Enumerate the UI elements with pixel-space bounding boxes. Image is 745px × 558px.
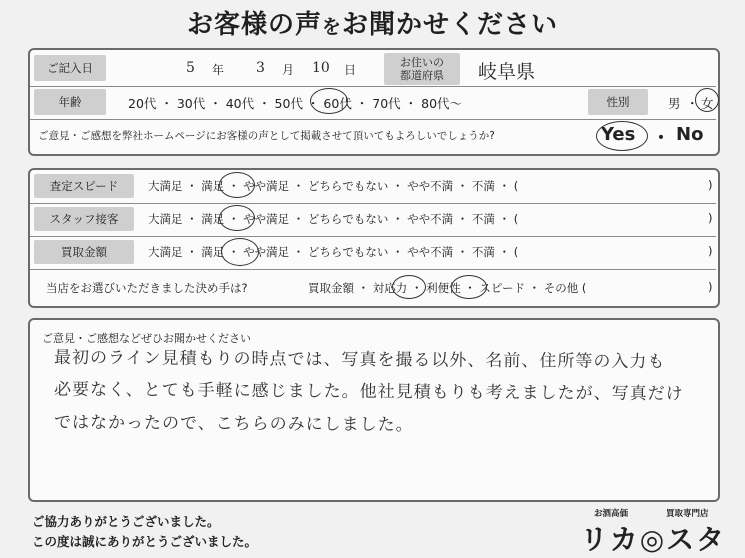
date-year-value[interactable]: 5 bbox=[186, 60, 195, 76]
date-day-value[interactable]: 10 bbox=[312, 60, 330, 76]
brand-logo: リカ◎スタ bbox=[580, 523, 727, 556]
prefecture-value[interactable]: 岐阜県 bbox=[478, 61, 536, 83]
publish-no[interactable]: No bbox=[676, 124, 704, 145]
date-month-value[interactable]: 3 bbox=[256, 60, 265, 76]
publish-dot: ・ bbox=[652, 128, 670, 149]
survey-options-price[interactable]: 大満足 ・ 満足 ・ やや満足 ・ どちらでもない ・ やや不満 ・ 不満 ・ ( bbox=[148, 245, 519, 259]
reason-question: 当店をお選びいただきました決め手は? bbox=[46, 281, 248, 295]
reason-close: ) bbox=[708, 280, 713, 294]
age-label: 年齢 bbox=[34, 89, 106, 115]
gender-label: 性別 bbox=[588, 89, 648, 115]
publish-yes[interactable]: Yes bbox=[601, 124, 636, 145]
brand-tagline-left: お酒高価 bbox=[594, 509, 629, 519]
survey-close-staff: ) bbox=[708, 211, 713, 225]
comment-line-2[interactable]: 必要なく、とても手軽に感じました。他社見積もりも考えましたが、写真だけ bbox=[53, 379, 684, 405]
comments-label: ご意見・ご感想などぜひお聞かせください bbox=[42, 332, 251, 345]
survey-options-staff[interactable]: 大満足 ・ 満足 ・ やや満足 ・ どちらでもない ・ やや不満 ・ 不満 ・ ( bbox=[148, 212, 519, 226]
date-year-unit: 年 bbox=[212, 63, 225, 77]
gender-female[interactable]: 女 bbox=[701, 96, 714, 111]
date-day-unit: 日 bbox=[344, 63, 357, 77]
publish-question: ご意見・ご感想を弊社ホームページにお客様の声として掲載させて頂いてもよろしいでしょうか? bbox=[38, 130, 495, 142]
thanks-line-2: この度は誠にありがとうございました。 bbox=[32, 534, 258, 549]
reason-options[interactable]: 買取金額 ・ 対応力 ・ 利便性 ・ スピード ・ その他 ( bbox=[308, 281, 587, 295]
prefecture-label bbox=[384, 53, 460, 85]
survey-label-staff: スタッフ接客 bbox=[34, 207, 134, 231]
info-divider-1 bbox=[30, 86, 716, 87]
comment-line-1[interactable]: 最初のライン見積もりの時点では、写真を撮る以外、名前、住所等の入力も bbox=[53, 347, 666, 373]
gender-selected-circle bbox=[695, 88, 719, 112]
reason-selected-service bbox=[392, 275, 426, 299]
survey-divider-1 bbox=[30, 203, 716, 204]
survey-options-speed[interactable]: 大満足 ・ 満足 ・ やや満足 ・ どちらでもない ・ やや不満 ・ 不満 ・ ( bbox=[148, 179, 519, 193]
survey-selected-speed bbox=[219, 172, 255, 198]
survey-divider-2 bbox=[30, 236, 716, 237]
info-divider-2 bbox=[30, 119, 716, 120]
age-selected-circle bbox=[310, 88, 348, 114]
comment-line-3[interactable]: ではなかったので、こちらのみにしました。 bbox=[53, 412, 414, 436]
date-label: ご記入日 bbox=[34, 55, 106, 81]
survey-close-price: ) bbox=[708, 244, 713, 258]
survey-selected-price bbox=[221, 238, 259, 266]
survey-selected-staff bbox=[219, 205, 255, 231]
gender-dot: ・ bbox=[686, 96, 699, 111]
gender-male[interactable]: 男 bbox=[668, 96, 681, 111]
prefecture-label-line1: お住いの bbox=[400, 56, 444, 69]
survey-close-speed: ) bbox=[708, 178, 713, 192]
page-title: お客様の声をお聞かせください bbox=[186, 10, 559, 40]
survey-divider-3 bbox=[30, 269, 716, 270]
brand-tagline-right: 買取専門店 bbox=[666, 509, 709, 519]
reason-selected-convenience bbox=[451, 275, 487, 299]
publish-yes-circle bbox=[596, 121, 648, 151]
thanks-line-1: ご協力ありがとうございました。 bbox=[32, 514, 220, 529]
survey-label-speed: 査定スピード bbox=[34, 174, 134, 198]
prefecture-label-line2: 都道府県 bbox=[400, 69, 444, 82]
survey-label-price: 買取金額 bbox=[34, 240, 134, 264]
date-month-unit: 月 bbox=[282, 63, 295, 77]
age-options[interactable]: 20代 ・ 30代 ・ 40代 ・ 50代 ・ 60代 ・ 70代 ・ 80代〜 bbox=[128, 96, 463, 111]
